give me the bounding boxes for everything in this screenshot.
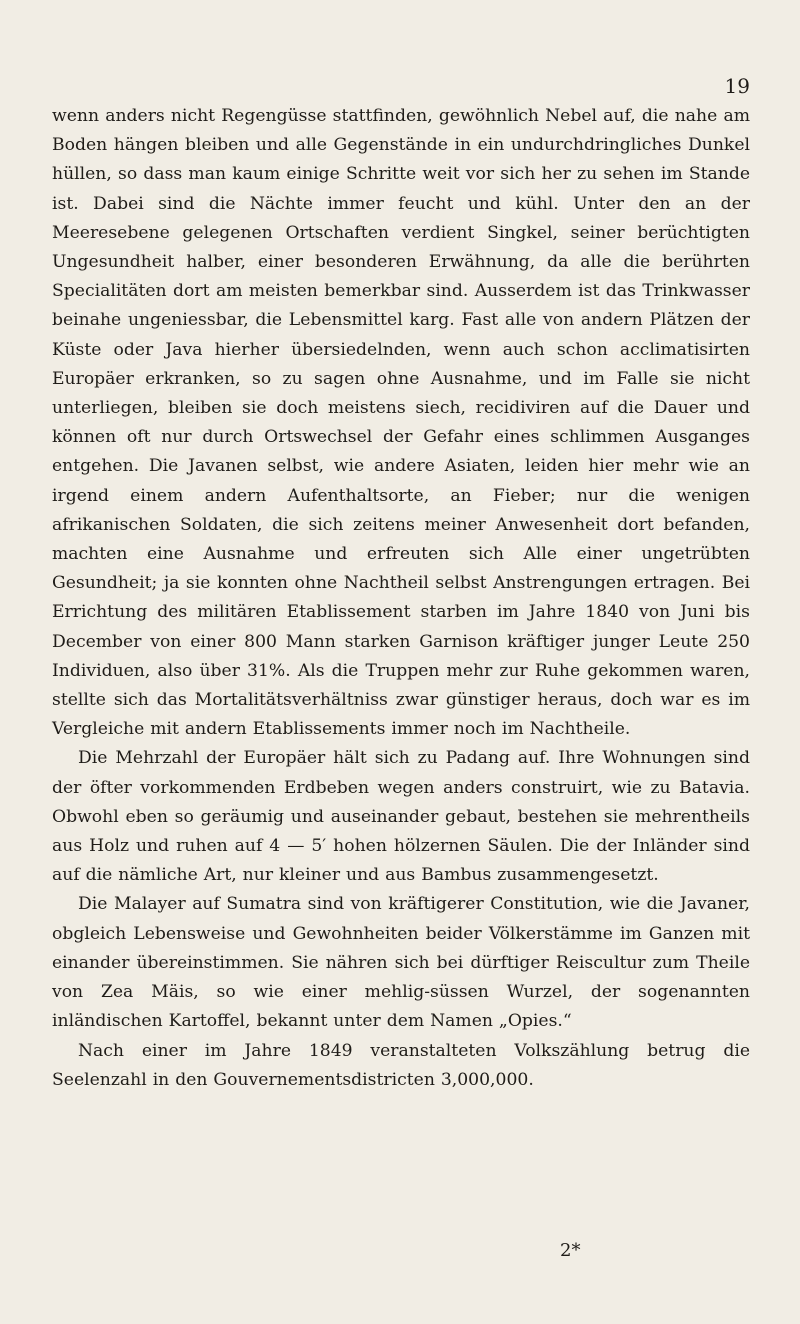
paragraph-1: wenn anders nicht Regengüsse stattfinden, gewöhnlich Nebel auf, die nahe am Boden hängen bleiben und alle Gegenstände in ein undurchdringliches Dunkel hüllen, so dass man kaum einige Schritte weit vor sich her zu sehen im Stande ist. Dabei sind die Nächte immer feucht und kühl. Unter den an der Meeresebene gelegenen Ortschaften verdient Singkel, seiner berüchtigten Ungesundheit halber, einer besonderen Erwähnung, da alle die berührten Specialitäten dort am meisten bemerkbar sind. Ausserdem ist das Trinkwasser beinahe ungeniessbar, die Lebensmittel karg. Fast alle von andern Plätzen der Küste oder Java hierher übersiedelnden, wenn auch schon acclimatisirten Europäer erkranken, so zu sagen ohne Ausnahme, und im Falle sie nicht unterliegen, bleiben sie doch meistens siech, recidiviren auf die Dauer und können oft nur durch Ortswechsel der Gefahr eines schlimmen Ausganges entgehen. Die Javanen selbst, wie andere Asiaten, leiden hier mehr wie an irgend einem andern Aufenthaltsorte, an Fieber; nur die wenigen afrikanischen Soldaten, die sich zeitens meiner Anwesenheit dort befanden, machten eine Ausnahme und erfreuten sich Alle einer ungetrübten Gesundheit; ja sie konnten ohne Nachtheil selbst Anstrengungen ertragen. Bei Errichtung des militären Etablissement starben im Jahre 1840 von Juni bis December von einer 800 Mann starken Garnison kräftiger junger Leute 250 Individuen, also über 31%. Als die Truppen mehr zur Ruhe gekommen waren, stellte sich das Mortalitätsverhältniss zwar günstiger heraus, doch war es im Vergleiche mit andern Etablissements immer noch im Nachtheile. [52,106,750,740]
page-number: 19 [724,74,750,98]
body-text [52,102,750,1095]
paragraph-4: Nach einer im Jahre 1849 veranstalteten Volkszählung betrug die Seelenzahl in den Gouvernementsdistricten 3,000,000. [52,1040,750,1090]
printer-signature-mark: 2* [560,1240,581,1261]
paragraph-2: Die Mehrzahl der Europäer hält sich zu Padang auf. Ihre Wohnungen sind der öfter vorkommenden Erdbeben wegen anders construirt, wie zu Batavia. Obwohl eben so geräumig und auseinander gebaut, bestehen sie mehrentheils aus Holz und ruhen auf 4 — 5′ hohen hölzernen Säulen. Die der Inländer sind auf die nämliche Art, nur kleiner und aus Bambus zusammengesetzt. [52,748,750,886]
paragraph-3: Die Malayer auf Sumatra sind von kräftigerer Constitution, wie die Javaner, obgleich Lebensweise und Gewohnheiten beider Völkerstämme im Ganzen mit einander übereinstimmen. Sie nähren sich bei dürftiger Reiscultur zum Theile von Zea Mäis, so wie einer mehlig-süssen Wurzel, der sogenannten inländischen Kartoffel, bekannt unter dem Namen „Opies.“ [52,894,750,1032]
